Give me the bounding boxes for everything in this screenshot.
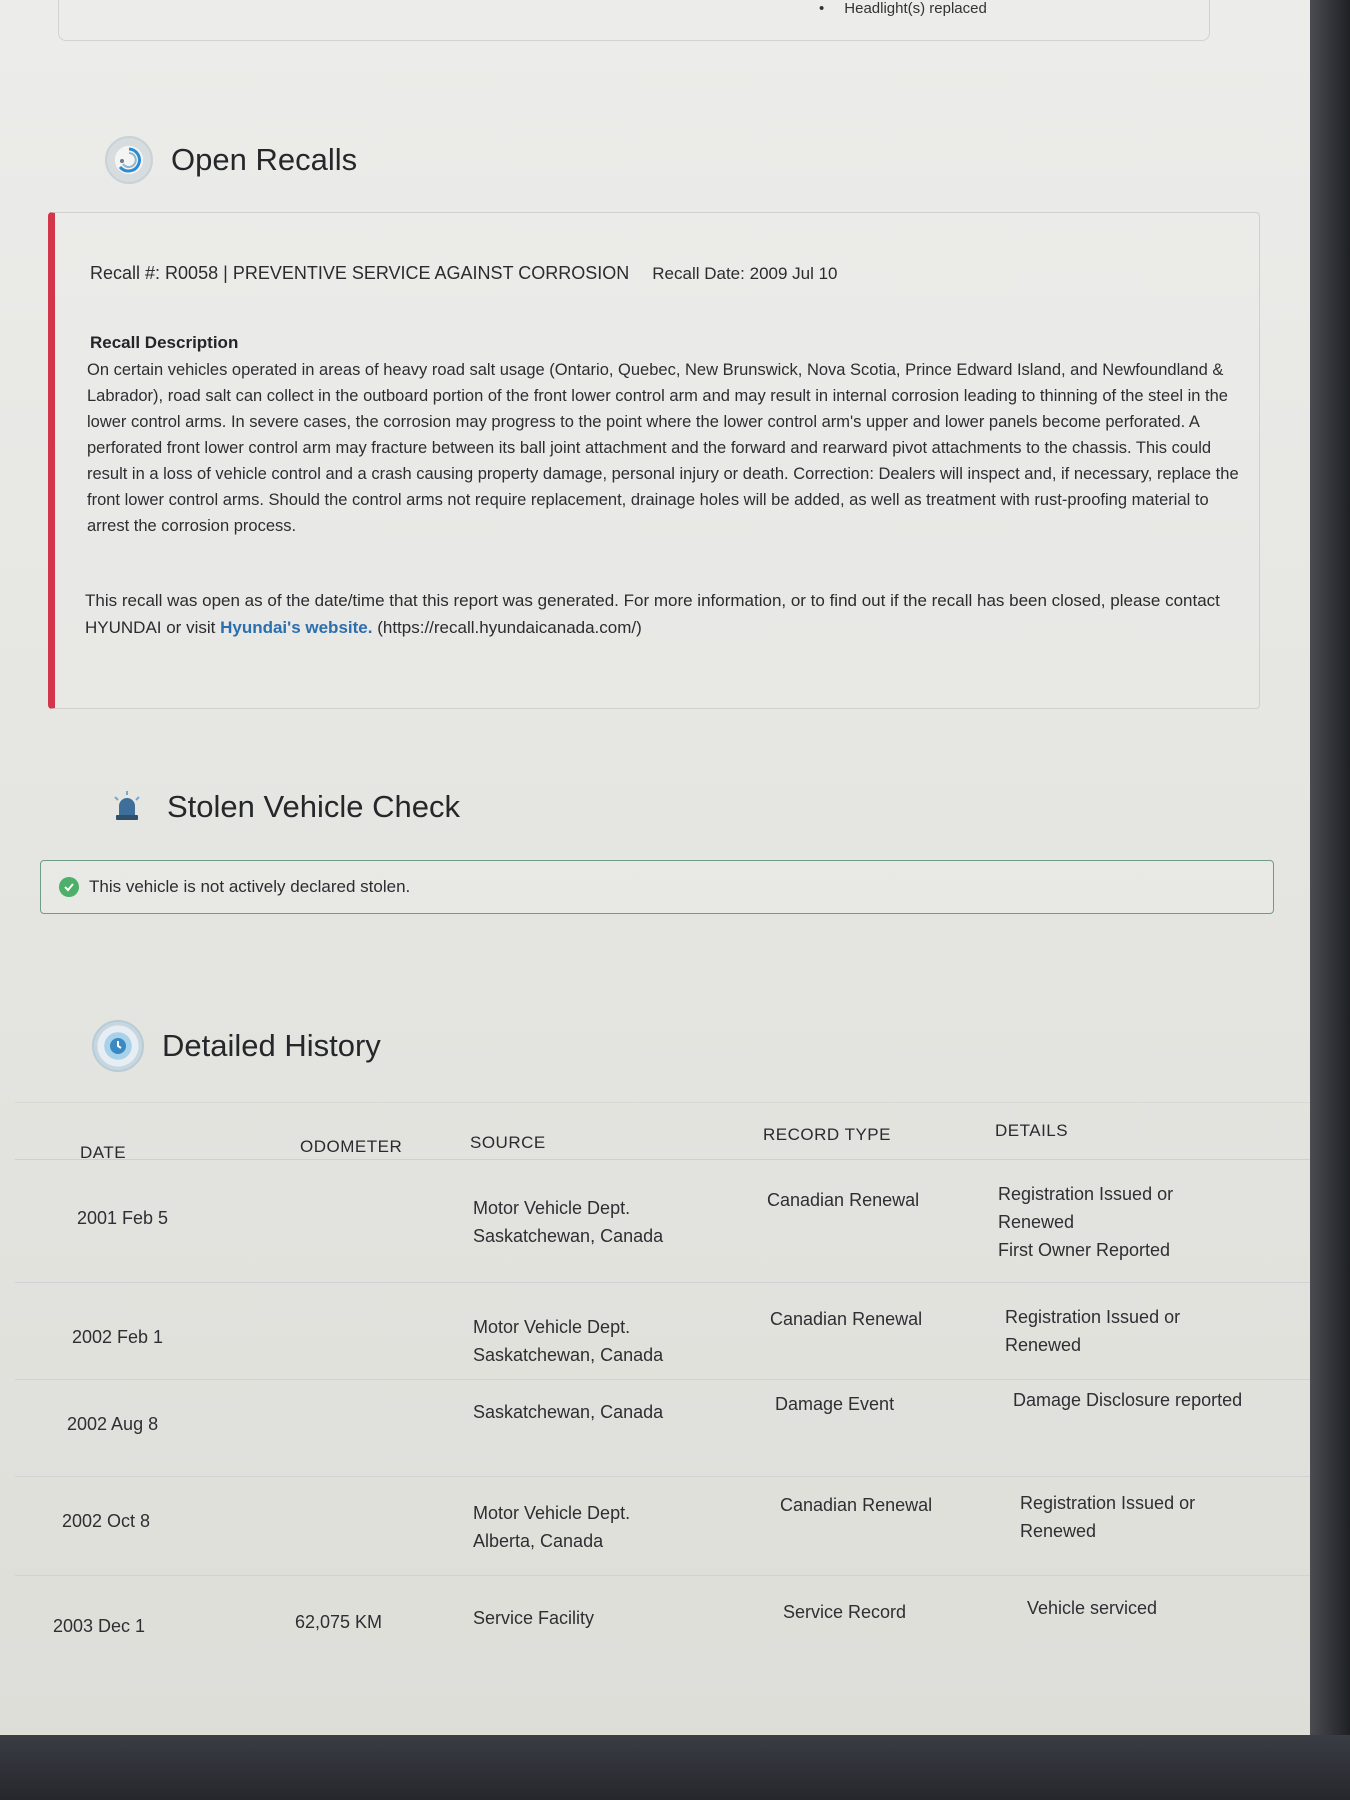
row-source-line: Service Facility [473, 1608, 595, 1628]
row-record-type: Canadian Renewal [767, 1190, 920, 1210]
row-details-line: Vehicle serviced [1027, 1598, 1158, 1618]
row-date: 2003 Dec 1 [53, 1616, 146, 1636]
recall-meta [90, 263, 838, 284]
row-source-line: Saskatchewan, Canada [473, 1226, 664, 1246]
recall-date-label: Recall Date: [652, 264, 745, 283]
row-details [1005, 1303, 1180, 1359]
background-edge [1310, 0, 1350, 1735]
column-header-source: SOURCE [470, 1133, 546, 1152]
row-source [473, 1398, 663, 1426]
row-source-line: Alberta, Canada [473, 1531, 604, 1551]
recall-description-label: Recall Description [90, 333, 239, 352]
row-date: 2001 Feb 5 [77, 1208, 169, 1228]
column-header-odometer: ODOMETER [300, 1137, 403, 1156]
table-row [15, 1380, 1310, 1477]
row-source-line: Motor Vehicle Dept. [473, 1317, 631, 1337]
row-record-type: Service Record [783, 1602, 907, 1622]
row-date: 2002 Feb 1 [72, 1327, 164, 1347]
column-header-date: DATE [80, 1143, 127, 1162]
recall-card [48, 212, 1260, 709]
recall-number-label: Recall #: [90, 263, 161, 283]
recall-note [85, 587, 1250, 641]
open-recalls-title: Open Recalls [171, 142, 358, 177]
row-source-line: Motor Vehicle Dept. [473, 1503, 631, 1523]
row-details [1013, 1386, 1242, 1414]
row-date: 2002 Oct 8 [62, 1511, 151, 1531]
row-record-type: Damage Event [775, 1394, 895, 1414]
bullet-icon: • [819, 0, 825, 17]
row-details-line: First Owner Reported [998, 1240, 1171, 1260]
table-row [15, 1576, 1310, 1676]
row-details-line: Renewed [1020, 1521, 1097, 1541]
row-details-line: Registration Issued or [1020, 1493, 1196, 1513]
row-source [473, 1499, 630, 1555]
stolen-check-title: Stolen Vehicle Check [167, 789, 460, 824]
history-table [15, 1102, 1310, 1676]
row-source-line: Saskatchewan, Canada [473, 1402, 664, 1422]
row-details-line: Damage Disclosure reported [1013, 1390, 1243, 1410]
hyundai-website-link[interactable]: Hyundai's website. [220, 618, 373, 637]
recall-description: On certain vehicles operated in areas of heavy road salt usage (Ontario, Quebec, New Brunswick, Nova Scotia, Prince Edward Island, and Newfoundland & Labrador), road salt can collect in the outboard portion of the front lower control arm and may result in internal corrosion leading to thinning of the steel in the lower control arms. In severe cases, the corrosion may progress to the point where the lower control arm's upper and lower panels become perforated. A perforated front lower control arm may fracture between its ball joint attachment and the forward and rearward pivot attachments to the chassis. This could result in a loss of vehicle control and a crash causing property damage, personal injury or death. Correction: Dealers will inspect and, if necessary, replace the front lower control arms. Should the control arms not require replacement, drainage holes will be added, as well as treatment with rust-proofing material to arrest the corrosion process. [87, 361, 1239, 535]
police-light-icon [105, 785, 149, 829]
stolen-status-text: This vehicle is not actively declared stolen. [89, 877, 411, 896]
row-details-line: Renewed [1005, 1335, 1082, 1355]
row-source-line: Saskatchewan, Canada [473, 1345, 664, 1365]
row-source [473, 1313, 663, 1369]
stolen-check-header [105, 785, 460, 829]
column-header-details: DETAILS [995, 1121, 1069, 1140]
detailed-history-title: Detailed History [162, 1028, 381, 1063]
row-details [1020, 1489, 1195, 1545]
recall-date [652, 264, 837, 283]
row-details-line: Registration Issued or [1005, 1307, 1181, 1327]
table-row [15, 1283, 1310, 1380]
detailed-history-header [92, 1020, 381, 1072]
row-odometer: 62,075 KM [295, 1612, 383, 1632]
row-details [998, 1180, 1173, 1264]
table-row [15, 1477, 1310, 1576]
row-date: 2002 Aug 8 [67, 1414, 159, 1434]
open-recalls-header [105, 136, 357, 184]
row-details [1027, 1594, 1157, 1622]
recall-note-text: This recall was open as of the date/time that this report was generated. For more information, or to find out if the recall has been closed, please contact HYUNDAI or visit [85, 591, 1220, 637]
column-header-record-type: RECORD TYPE [763, 1125, 891, 1144]
previous-section-card [58, 0, 1210, 41]
background-surface [0, 1735, 1350, 1800]
recall-name: PREVENTIVE SERVICE AGAINST CORROSION [232, 263, 630, 283]
row-source [473, 1604, 594, 1632]
recall-icon [105, 136, 153, 184]
row-record-type: Canadian Renewal [770, 1309, 923, 1329]
recall-date-value: 2009 Jul 10 [749, 264, 838, 283]
previous-bullet-item [819, 0, 987, 17]
row-source-line: Motor Vehicle Dept. [473, 1198, 631, 1218]
row-details-line: Registration Issued or [998, 1184, 1174, 1204]
table-row [15, 1160, 1310, 1283]
check-circle-icon [59, 877, 79, 897]
row-record-type: Canadian Renewal [780, 1495, 933, 1515]
recall-number: R0058 [165, 263, 219, 283]
previous-bullet-text: Headlight(s) replaced [844, 0, 987, 17]
stolen-status-box [40, 860, 1274, 914]
row-details-line: Renewed [998, 1212, 1075, 1232]
table-header [15, 1103, 1310, 1160]
recall-separator: | [223, 263, 228, 283]
recall-link-url: (https://recall.hyundaicanada.com/) [377, 618, 642, 637]
row-source [473, 1194, 663, 1250]
history-clock-icon [92, 1020, 144, 1072]
